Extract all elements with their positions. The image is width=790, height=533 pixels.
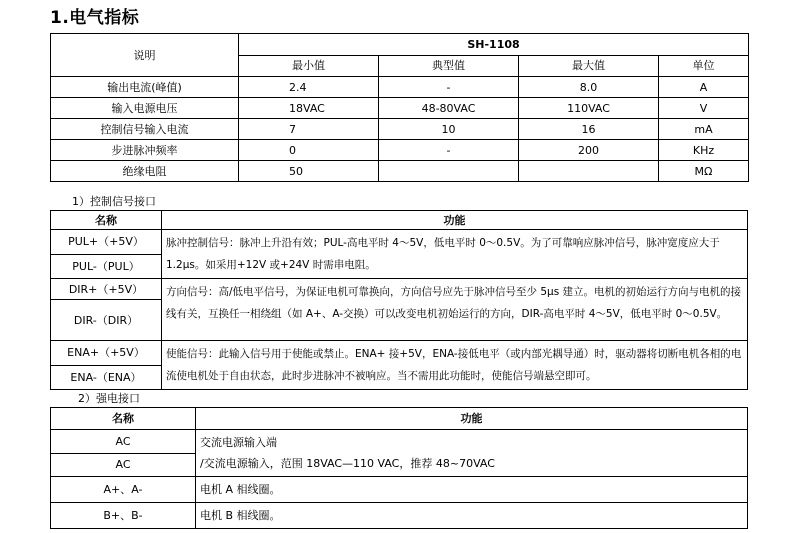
ac-name-2: AC: [51, 453, 196, 477]
b-phase-function: 电机 B 相线圈。: [196, 503, 748, 529]
row-typ: 10: [379, 119, 519, 140]
power-interface-table: [50, 407, 748, 529]
pul-minus-name: PUL-（PUL）: [51, 254, 162, 279]
func-header: 功能: [196, 408, 748, 430]
row-unit: mA: [659, 119, 749, 140]
row-unit: V: [659, 98, 749, 119]
row-typ: -: [379, 77, 519, 98]
desc-header: 说明: [51, 34, 239, 77]
electrical-spec-table: [50, 33, 749, 182]
row-typ: [379, 161, 519, 182]
dir-plus-name: DIR+（+5V）: [51, 279, 162, 300]
row-typ: -: [379, 140, 519, 161]
row-max: [519, 161, 659, 182]
ena-plus-name: ENA+（+5V）: [51, 341, 162, 366]
ac-function-line2: /交流电源输入，范围 18VAC—110 VAC，推荐 48~70VAC: [200, 457, 495, 470]
table-row: [51, 77, 749, 98]
col-min-header: 最小值: [239, 55, 379, 77]
row-name: 步进脉冲频率: [51, 140, 239, 161]
pul-plus-name: PUL+（+5V）: [51, 230, 162, 255]
row-name: 输出电流(峰值): [51, 77, 239, 98]
section-title: 1.电气指标: [50, 8, 140, 28]
name-header: 名称: [51, 211, 162, 230]
pul-function: 脉冲控制信号：脉冲上升沿有效；PUL-高电平时 4～5V，低电平时 0～0.5V。为了可靠响应脉冲信号，脉冲宽度应大于 1.2μs。如采用+12V 或+24V 时需串电阻。: [162, 230, 748, 279]
row-min: 0: [239, 140, 379, 161]
row-min: 50: [239, 161, 379, 182]
model-header: SH-1108: [239, 34, 749, 56]
row-name: 控制信号输入电流: [51, 119, 239, 140]
dir-minus-name: DIR-（DIR）: [51, 300, 162, 341]
row-max: 16: [519, 119, 659, 140]
row-typ: 48-80VAC: [379, 98, 519, 119]
a-phase-function: 电机 A 相线圈。: [196, 477, 748, 503]
row-max: 200: [519, 140, 659, 161]
control-section-label: 1）控制信号接口: [72, 195, 156, 208]
table-row: [51, 161, 749, 182]
row-name: 输入电源电压: [51, 98, 239, 119]
ac-function-line1: 交流电源输入端: [200, 436, 277, 449]
table-row: [51, 140, 749, 161]
row-unit: A: [659, 77, 749, 98]
row-max: 8.0: [519, 77, 659, 98]
row-min: 2.4: [239, 77, 379, 98]
dir-function: 方向信号：高/低电平信号，为保证电机可靠换向，方向信号应先于脉冲信号至少 5μs 建立。电机的初始运行方向与电机的接线有关，互换任一相绕组（如 A+、A-交换）可以改变电机初始运行的方向，DIR-高电平时 4～5V，低电平时 0～0.5V。: [162, 279, 748, 341]
ena-minus-name: ENA-（ENA）: [51, 365, 162, 390]
row-unit: KHz: [659, 140, 749, 161]
row-max: 110VAC: [519, 98, 659, 119]
ac-function: [196, 430, 748, 477]
control-signal-table: [50, 210, 748, 390]
table-row: [51, 119, 749, 140]
ac-name-1: AC: [51, 430, 196, 454]
power-section-label: 2）强电接口: [78, 392, 140, 405]
a-phase-name: A+、A-: [51, 477, 196, 503]
row-unit: MΩ: [659, 161, 749, 182]
col-unit-header: 单位: [659, 55, 749, 77]
row-name: 绝缘电阻: [51, 161, 239, 182]
col-max-header: 最大值: [519, 55, 659, 77]
row-min: 18VAC: [239, 98, 379, 119]
func-header: 功能: [162, 211, 748, 230]
col-typ-header: 典型值: [379, 55, 519, 77]
b-phase-name: B+、B-: [51, 503, 196, 529]
ena-function: 使能信号：此输入信号用于使能或禁止。ENA+ 接+5V，ENA-接低电平（或内部光耦导通）时，驱动器将切断电机各相的电流使电机处于自由状态，此时步进脉冲不被响应。当不需用此功能时，使能信号端悬空即可。: [162, 341, 748, 390]
name-header: 名称: [51, 408, 196, 430]
row-min: 7: [239, 119, 379, 140]
table-row: [51, 98, 749, 119]
